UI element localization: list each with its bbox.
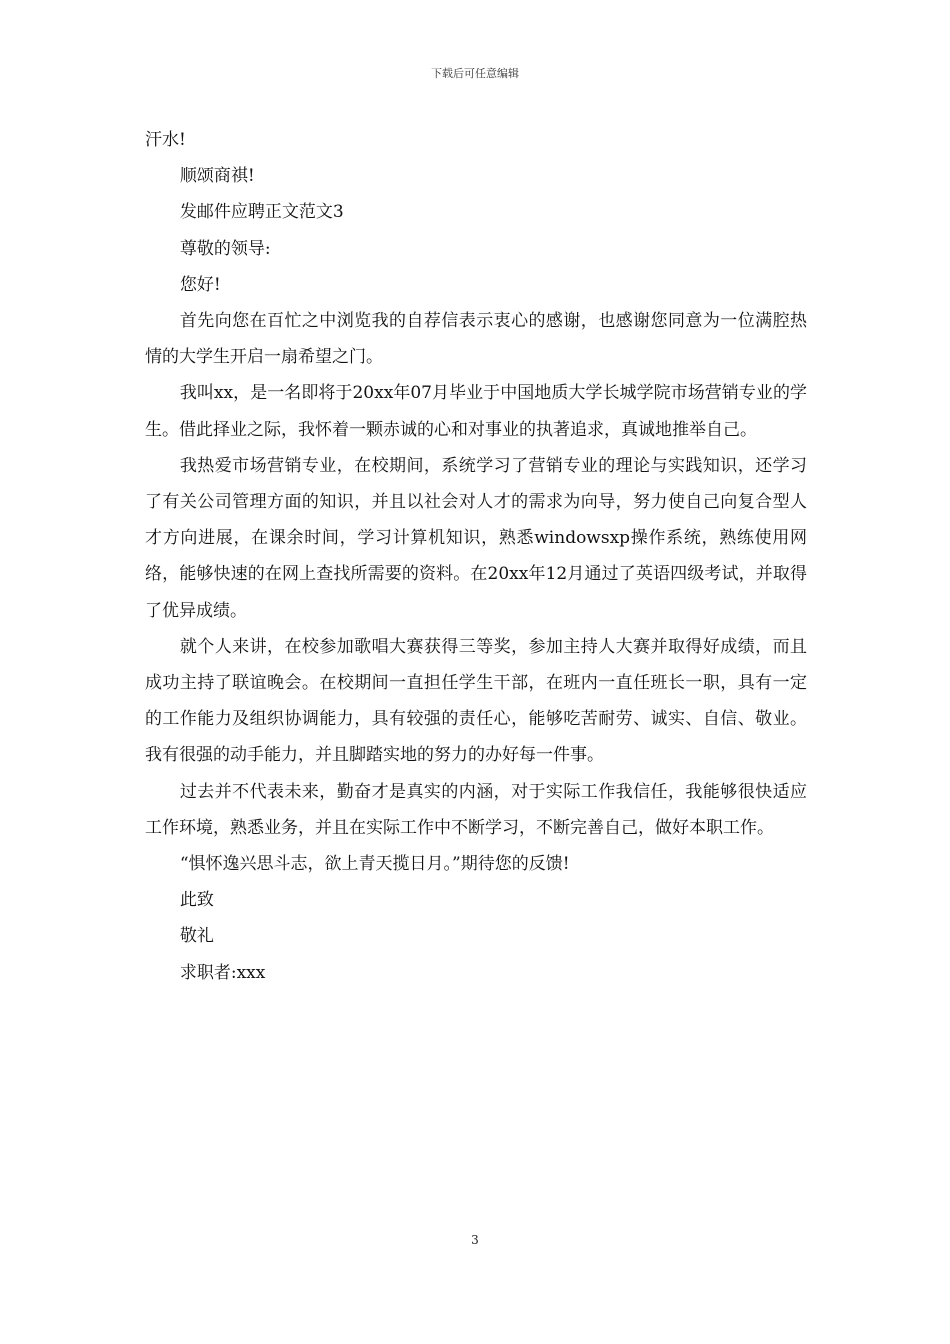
paragraph-introduction: 我叫xx，是一名即将于20xx年07月毕业于中国地质大学长城学院市场营销专业的学生。借此择业之际，我怀着一颗赤诚的心和对事业的执著追求，真诚地推举自己。 (145, 383, 807, 440)
page-header: 下载后可任意编辑 (431, 67, 519, 80)
paragraph-commitment: 过去并不代表未来，勤奋才是真实的内涵，对于实际工作我信任，我能够很快适应工作环境，熟悉业务，并且在实际工作中不断学习，不断完善自己，做好本职工作。 (145, 781, 807, 838)
paragraph-studies: 我热爱市场营销专业，在校期间，系统学习了营销专业的理论与实践知识，还学习了有关公司管理方面的知识，并且以社会对人才的需求为向导，努力使自己向复合型人才方向进展，在课余时间，学习计算机知识，熟悉windowsxp操作系统，熟练使用网络，能够快速的在网上查找所需要的资料。在20xx年12月通过了英语四级考试，并取得了优异成绩。 (145, 455, 807, 621)
section-title: 发邮件应聘正文范文3 (179, 202, 344, 223)
paragraph-thanks: 首先向您在百忙之中浏览我的自荐信表示衷心的感谢，也感谢您同意为一位满腔热情的大学生开启一扇希望之门。 (145, 311, 807, 368)
signature-applicant: 求职者:xxx (179, 962, 266, 983)
salutation: 尊敬的领导: (179, 238, 271, 259)
paragraph-regards: 顺颂商祺! (179, 166, 255, 187)
paragraph-activities: 就个人来讲，在校参加歌唱大赛获得三等奖，参加主持人大赛并取得好成绩，而且成功主持了联谊晚会。在校期间一直担任学生干部，在班内一直任班长一职，具有一定的工作能力及组织协调能力，具有较强的责任心，能够吃苦耐劳、诚实、自信、敬业。我有很强的动手能力，并且脚踏实地的努力的办好每一件事。 (145, 636, 807, 766)
paragraph-quote: “惧怀逸兴思斗志，欲上青天揽日月。”期待您的反馈! (179, 854, 570, 875)
closing-cizhi: 此致 (179, 890, 214, 911)
closing-jingli: 敬礼 (179, 926, 214, 947)
greeting: 您好! (179, 274, 221, 295)
paragraph-closing-continuation: 汗水! (145, 130, 186, 150)
document-body (145, 122, 807, 991)
page-number: 3 (471, 1233, 479, 1247)
